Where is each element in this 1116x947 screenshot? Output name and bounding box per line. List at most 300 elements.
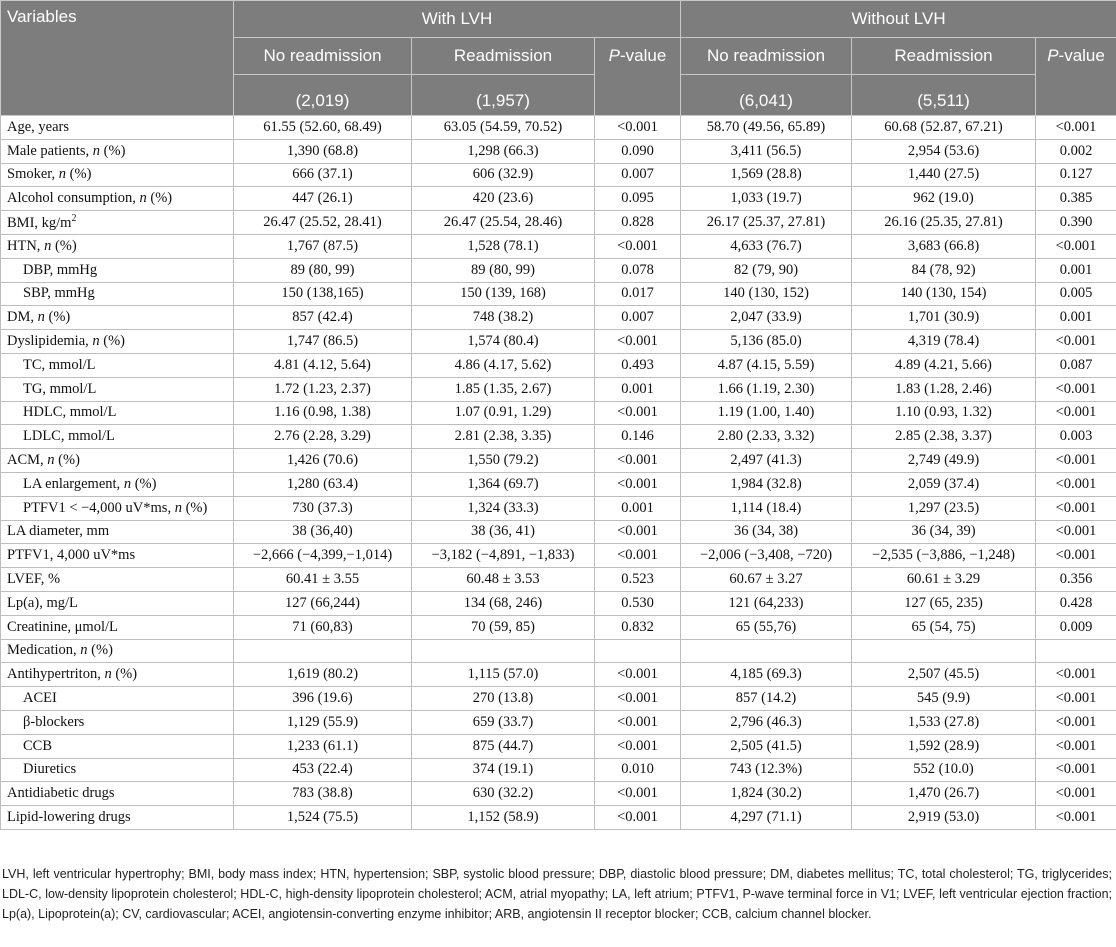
- table-row: [1, 782, 1116, 806]
- row-label: [1, 520, 234, 544]
- header-group-without-lvh: Without LVH: [681, 1, 1116, 38]
- row-label-text: Creatinine, μmol/L: [7, 618, 118, 635]
- row-label-suffix: (%): [131, 475, 157, 492]
- p-value-cell: <0.001: [1036, 234, 1116, 258]
- p-value-cell: <0.001: [595, 782, 681, 806]
- value-cell: [412, 639, 595, 663]
- value-cell: 26.47 (25.52, 28.41): [234, 211, 412, 235]
- value-cell: 1,129 (55.9): [234, 710, 412, 734]
- header-group-with-lvh: With LVH: [234, 1, 681, 38]
- p-value-cell: <0.001: [1036, 663, 1116, 687]
- value-cell: 26.16 (25.35, 27.81): [852, 211, 1036, 235]
- value-cell: 1,114 (18.4): [681, 496, 852, 520]
- value-cell: 4,297 (71.1): [681, 806, 852, 830]
- value-cell: 150 (139, 168): [412, 282, 595, 306]
- row-label-text: DBP, mmHg: [23, 261, 98, 278]
- value-cell: 2,497 (41.3): [681, 449, 852, 473]
- value-cell: 420 (23.6): [412, 187, 595, 211]
- value-cell: 783 (38.8): [234, 782, 412, 806]
- p-value-cell: 0.007: [595, 163, 681, 187]
- row-label-text: ACM,: [7, 452, 48, 469]
- table-row: [1, 520, 1116, 544]
- value-cell: 89 (80, 99): [234, 258, 412, 282]
- row-label-suffix: (%): [111, 666, 138, 683]
- row-label-n: n: [58, 166, 67, 183]
- row-label: [1, 496, 234, 520]
- p-value-cell: <0.001: [595, 234, 681, 258]
- table-header: [1, 1, 1116, 116]
- value-cell: 60.68 (52.87, 67.21): [852, 116, 1036, 140]
- row-label-text: LVEF, %: [7, 571, 61, 588]
- header-without-readmission-n: (5,511): [852, 75, 1036, 116]
- table-row: [1, 306, 1116, 330]
- p-value-cell: <0.001: [595, 687, 681, 711]
- row-label-n: n: [104, 666, 112, 683]
- value-cell: 2,507 (45.5): [852, 663, 1036, 687]
- value-cell: 71 (60,83): [234, 615, 412, 639]
- value-cell: 1,152 (58.9): [412, 806, 595, 830]
- value-cell: 4,633 (76.7): [681, 234, 852, 258]
- value-cell: 63.05 (54.59, 70.52): [412, 116, 595, 140]
- value-cell: 1,550 (79.2): [412, 449, 595, 473]
- row-label-text: ACEI: [23, 690, 57, 707]
- value-cell: 26.47 (25.54, 28.46): [412, 211, 595, 235]
- row-label-text: Lp(a), mg/L: [7, 594, 78, 611]
- value-cell: 396 (19.6): [234, 687, 412, 711]
- value-cell: −3,182 (−4,891, −1,833): [412, 544, 595, 568]
- table-row: [1, 282, 1116, 306]
- table-row: [1, 734, 1116, 758]
- p-value-cell: 0.001: [1036, 258, 1116, 282]
- value-cell: 2,954 (53.6): [852, 139, 1036, 163]
- row-label-text: TG, mmol/L: [23, 380, 97, 397]
- row-label-text: SBP, mmHg: [23, 285, 95, 302]
- table-row: [1, 687, 1116, 711]
- row-label: [1, 687, 234, 711]
- row-label: [1, 425, 234, 449]
- value-cell: 60.48 ± 3.53: [412, 568, 595, 592]
- p-value-cell: 0.493: [595, 353, 681, 377]
- p-value-cell: <0.001: [595, 663, 681, 687]
- p-value-cell: 0.009: [1036, 615, 1116, 639]
- header-with-no-readmission: No readmission: [234, 38, 412, 75]
- row-label: [1, 782, 234, 806]
- value-cell: [681, 639, 852, 663]
- value-cell: 60.67 ± 3.27: [681, 568, 852, 592]
- table-footnote: LVH, left ventricular hypertrophy; BMI, body mass index; HTN, hypertension; SBP, systolic blood pressure; DBP, diastolic blood pressure; DM, diabetes mellitus; TC, total cholesterol; TG, triglycerides; LDL-C, low-density lipoprotein cholesterol; HDL-C, high-density lipoprotein cholesterol; ACM, atrial myopathy; LA, left atrium; PTFV1, P-wave terminal force in V1; LVEF, left ventricular ejection fraction; Lp(a), Lipoprotein(a); CV, cardiovascular; ACEI, angiotensin-converting enzyme inhibitor; ARB, angiotensin II receptor blocker; CCB, calcium channel blocker.: [2, 867, 1112, 921]
- p-value-cell: 0.095: [595, 187, 681, 211]
- value-cell: 4,185 (69.3): [681, 663, 852, 687]
- value-cell: 38 (36, 41): [412, 520, 595, 544]
- value-cell: 1,298 (66.3): [412, 139, 595, 163]
- p-value-cell: <0.001: [1036, 544, 1116, 568]
- row-label-text: Dyslipidemia,: [7, 333, 93, 350]
- header-without-p-value: [1036, 38, 1116, 116]
- value-cell: 2.80 (2.33, 3.32): [681, 425, 852, 449]
- table-row: [1, 568, 1116, 592]
- value-cell: 545 (9.9): [852, 687, 1036, 711]
- p-value-cell: 0.127: [1036, 163, 1116, 187]
- p-value-cell: <0.001: [1036, 496, 1116, 520]
- table-row: [1, 401, 1116, 425]
- value-cell: 1,440 (27.5): [852, 163, 1036, 187]
- value-cell: 1,524 (75.5): [234, 806, 412, 830]
- p-value-cell: <0.001: [1036, 116, 1116, 140]
- value-cell: [234, 639, 412, 663]
- table-row: [1, 163, 1116, 187]
- table-row: [1, 139, 1116, 163]
- row-label: [1, 258, 234, 282]
- row-label-n: n: [80, 642, 88, 659]
- row-label-text: PTFV1, 4,000 uV*ms: [7, 547, 136, 564]
- row-label-n: n: [174, 499, 182, 516]
- p-value-cell: 0.428: [1036, 591, 1116, 615]
- value-cell: −2,666 (−4,399,−1,014): [234, 544, 412, 568]
- header-without-no-readmission: No readmission: [681, 38, 852, 75]
- row-label-text: CCB: [23, 737, 53, 754]
- p-italic: P: [1047, 46, 1059, 65]
- value-cell: 1,619 (80.2): [234, 663, 412, 687]
- value-cell: 89 (80, 99): [412, 258, 595, 282]
- p-value-cell: 0.390: [1036, 211, 1116, 235]
- p-value-cell: <0.001: [1036, 449, 1116, 473]
- p-value-cell: 0.007: [595, 306, 681, 330]
- value-cell: 1,280 (63.4): [234, 472, 412, 496]
- value-cell: 962 (19.0): [852, 187, 1036, 211]
- p-value-cell: <0.001: [1036, 687, 1116, 711]
- value-cell: 1.66 (1.19, 2.30): [681, 377, 852, 401]
- p-value-cell: 0.001: [595, 377, 681, 401]
- row-label: [1, 639, 234, 663]
- row-label: [1, 306, 234, 330]
- table-row: [1, 710, 1116, 734]
- row-label-text: Medication,: [7, 642, 81, 659]
- row-label-n: n: [123, 475, 132, 492]
- value-cell: 1,364 (69.7): [412, 472, 595, 496]
- value-cell: 1,233 (61.1): [234, 734, 412, 758]
- p-value-cell: <0.001: [1036, 520, 1116, 544]
- value-cell: 1,033 (19.7): [681, 187, 852, 211]
- row-label-suffix: (%): [181, 499, 208, 516]
- table-row: [1, 615, 1116, 639]
- value-cell: 1,569 (28.8): [681, 163, 852, 187]
- row-label-text: Diuretics: [23, 761, 77, 778]
- table-row: [1, 187, 1116, 211]
- table-row: [1, 353, 1116, 377]
- value-cell: 2,749 (49.9): [852, 449, 1036, 473]
- row-label-text: β-blockers: [23, 713, 85, 730]
- value-cell: 82 (79, 90): [681, 258, 852, 282]
- row-label: [1, 282, 234, 306]
- row-label-text: DM,: [7, 309, 38, 326]
- value-cell: 121 (64,233): [681, 591, 852, 615]
- value-cell: 1.16 (0.98, 1.38): [234, 401, 412, 425]
- p-value-cell: <0.001: [1036, 710, 1116, 734]
- value-cell: 374 (19.1): [412, 758, 595, 782]
- value-cell: 2,796 (46.3): [681, 710, 852, 734]
- row-label-n: n: [139, 190, 147, 207]
- table-row: [1, 663, 1116, 687]
- table-row: [1, 449, 1116, 473]
- value-cell: 2.76 (2.28, 3.29): [234, 425, 412, 449]
- p-value-cell: 0.001: [595, 496, 681, 520]
- p-value-cell: <0.001: [1036, 401, 1116, 425]
- value-cell: 1,115 (57.0): [412, 663, 595, 687]
- value-cell: 1,592 (28.9): [852, 734, 1036, 758]
- row-label: [1, 734, 234, 758]
- value-cell: 4,319 (78.4): [852, 330, 1036, 354]
- table-row: [1, 758, 1116, 782]
- value-cell: 1,390 (68.8): [234, 139, 412, 163]
- value-cell: 857 (14.2): [681, 687, 852, 711]
- row-label-superscript: 2: [71, 213, 77, 225]
- value-cell: 1,324 (33.3): [412, 496, 595, 520]
- p-value-cell: 0.001: [1036, 306, 1116, 330]
- p-italic: P: [608, 46, 621, 65]
- p-value-cell: <0.001: [1036, 806, 1116, 830]
- table-row: [1, 258, 1116, 282]
- p-value-cell: 0.003: [1036, 425, 1116, 449]
- value-cell: 65 (54, 75): [852, 615, 1036, 639]
- p-value-cell: 0.002: [1036, 139, 1116, 163]
- p-value-cell: 0.078: [595, 258, 681, 282]
- p-value-cell: 0.832: [595, 615, 681, 639]
- value-cell: 1,470 (26.7): [852, 782, 1036, 806]
- value-cell: 270 (13.8): [412, 687, 595, 711]
- row-label-n: n: [37, 309, 45, 326]
- header-with-no-readmission-n: (2,019): [234, 75, 412, 116]
- value-cell: −2,535 (−3,886, −1,248): [852, 544, 1036, 568]
- row-label-suffix: (%): [66, 166, 92, 183]
- value-cell: 1,747 (86.5): [234, 330, 412, 354]
- value-cell: 26.17 (25.37, 27.81): [681, 211, 852, 235]
- value-cell: 743 (12.3%): [681, 758, 852, 782]
- row-label: [1, 615, 234, 639]
- p-value-cell: <0.001: [595, 401, 681, 425]
- row-label-suffix: (%): [99, 333, 126, 350]
- row-label: [1, 758, 234, 782]
- row-label: [1, 710, 234, 734]
- p-value-cell: <0.001: [1036, 734, 1116, 758]
- table-row: [1, 806, 1116, 830]
- row-label: [1, 353, 234, 377]
- row-label-text: Antihypertriton,: [7, 666, 105, 683]
- p-value-cell: <0.001: [1036, 758, 1116, 782]
- row-label-text: TC, mmol/L: [23, 356, 96, 373]
- row-label-text: Antidiabetic drugs: [7, 785, 115, 802]
- value-cell: 666 (37.1): [234, 163, 412, 187]
- value-cell: 140 (130, 154): [852, 282, 1036, 306]
- value-cell: 1.85 (1.35, 2.67): [412, 377, 595, 401]
- value-cell: 1,426 (70.6): [234, 449, 412, 473]
- p-rest: -value: [1058, 46, 1105, 65]
- p-value-cell: 0.017: [595, 282, 681, 306]
- header-without-no-readmission-n: (6,041): [681, 75, 852, 116]
- value-cell: 134 (68, 246): [412, 591, 595, 615]
- row-label-suffix: (%): [51, 237, 77, 254]
- p-value-cell: <0.001: [595, 449, 681, 473]
- table-row: [1, 425, 1116, 449]
- value-cell: 2,059 (37.4): [852, 472, 1036, 496]
- value-cell: 857 (42.4): [234, 306, 412, 330]
- p-value-cell: 0.530: [595, 591, 681, 615]
- value-cell: 552 (10.0): [852, 758, 1036, 782]
- table-row: [1, 211, 1116, 235]
- value-cell: 36 (34, 38): [681, 520, 852, 544]
- value-cell: 1.19 (1.00, 1.40): [681, 401, 852, 425]
- row-label-n: n: [44, 237, 52, 254]
- table-row: [1, 377, 1116, 401]
- value-cell: 606 (32.9): [412, 163, 595, 187]
- p-value-cell: <0.001: [1036, 330, 1116, 354]
- value-cell: 1.07 (0.91, 1.29): [412, 401, 595, 425]
- value-cell: 1,824 (30.2): [681, 782, 852, 806]
- value-cell: 453 (22.4): [234, 758, 412, 782]
- value-cell: 127 (65, 235): [852, 591, 1036, 615]
- row-label: [1, 806, 234, 830]
- row-label-text: Male patients,: [7, 142, 93, 159]
- header-without-readmission: Readmission: [852, 38, 1036, 75]
- value-cell: 3,683 (66.8): [852, 234, 1036, 258]
- value-cell: 5,136 (85.0): [681, 330, 852, 354]
- value-cell: 60.61 ± 3.29: [852, 568, 1036, 592]
- row-label: [1, 116, 234, 140]
- row-label-text: LA enlargement,: [23, 475, 124, 492]
- value-cell: 2,047 (33.9): [681, 306, 852, 330]
- p-value-cell: 0.828: [595, 211, 681, 235]
- p-value-cell: <0.001: [1036, 472, 1116, 496]
- value-cell: 38 (36,40): [234, 520, 412, 544]
- value-cell: [852, 639, 1036, 663]
- value-cell: 447 (26.1): [234, 187, 412, 211]
- value-cell: 659 (33.7): [412, 710, 595, 734]
- p-value-cell: <0.001: [595, 544, 681, 568]
- row-label-suffix: (%): [100, 142, 126, 159]
- value-cell: 875 (44.7): [412, 734, 595, 758]
- value-cell: 4.81 (4.12, 5.64): [234, 353, 412, 377]
- value-cell: 4.87 (4.15, 5.59): [681, 353, 852, 377]
- value-cell: 140 (130, 152): [681, 282, 852, 306]
- row-label-text: Smoker,: [7, 166, 59, 183]
- value-cell: 730 (37.3): [234, 496, 412, 520]
- p-value-cell: [595, 639, 681, 663]
- value-cell: 1,984 (32.8): [681, 472, 852, 496]
- table-row: [1, 639, 1116, 663]
- value-cell: 84 (78, 92): [852, 258, 1036, 282]
- value-cell: 1,701 (30.9): [852, 306, 1036, 330]
- row-label: [1, 591, 234, 615]
- table-body: [1, 116, 1116, 830]
- row-label-n: n: [92, 142, 101, 159]
- row-label: [1, 187, 234, 211]
- p-value-cell: <0.001: [1036, 377, 1116, 401]
- value-cell: 61.55 (52.60, 68.49): [234, 116, 412, 140]
- row-label: [1, 449, 234, 473]
- value-cell: 1.72 (1.23, 2.37): [234, 377, 412, 401]
- table-row: [1, 234, 1116, 258]
- value-cell: 1.83 (1.28, 2.46): [852, 377, 1036, 401]
- header-with-readmission-n: (1,957): [412, 75, 595, 116]
- p-value-cell: <0.001: [595, 520, 681, 544]
- row-label-n: n: [92, 333, 100, 350]
- p-value-cell: 0.090: [595, 139, 681, 163]
- row-label-text: PTFV1 < −4,000 uV*ms,: [23, 499, 175, 516]
- row-label: [1, 568, 234, 592]
- value-cell: 748 (38.2): [412, 306, 595, 330]
- row-label-text: Age, years: [7, 118, 70, 135]
- p-rest: -value: [620, 46, 667, 65]
- row-label-text: HTN,: [7, 237, 45, 254]
- value-cell: 2,919 (53.0): [852, 806, 1036, 830]
- value-cell: 4.89 (4.21, 5.66): [852, 353, 1036, 377]
- value-cell: 1.10 (0.93, 1.32): [852, 401, 1036, 425]
- row-label: [1, 163, 234, 187]
- p-value-cell: 0.385: [1036, 187, 1116, 211]
- row-label: [1, 401, 234, 425]
- p-value-cell: <0.001: [595, 472, 681, 496]
- p-value-cell: [1036, 639, 1116, 663]
- table-row: [1, 472, 1116, 496]
- value-cell: 127 (66,244): [234, 591, 412, 615]
- value-cell: 65 (55,76): [681, 615, 852, 639]
- row-label-text: Lipid-lowering drugs: [7, 809, 131, 825]
- row-label-suffix: (%): [54, 452, 80, 469]
- row-label-text: LA diameter, mm: [7, 523, 110, 540]
- header-variables: Variables: [1, 1, 234, 116]
- value-cell: 2.85 (2.38, 3.37): [852, 425, 1036, 449]
- p-value-cell: <0.001: [595, 330, 681, 354]
- value-cell: 2,505 (41.5): [681, 734, 852, 758]
- row-label-text: HDLC, mmol/L: [23, 404, 117, 421]
- value-cell: −2,006 (−3,408, −720): [681, 544, 852, 568]
- value-cell: 3,411 (56.5): [681, 139, 852, 163]
- row-label: [1, 211, 234, 235]
- p-value-cell: 0.356: [1036, 568, 1116, 592]
- value-cell: 1,767 (87.5): [234, 234, 412, 258]
- p-value-cell: 0.523: [595, 568, 681, 592]
- row-label-suffix: (%): [87, 642, 113, 659]
- p-value-cell: <0.001: [595, 710, 681, 734]
- value-cell: 2.81 (2.38, 3.35): [412, 425, 595, 449]
- p-value-cell: <0.001: [595, 116, 681, 140]
- row-label-text: LDLC, mmol/L: [23, 428, 115, 445]
- row-label: [1, 663, 234, 687]
- row-label: [1, 234, 234, 258]
- row-label: [1, 472, 234, 496]
- p-value-cell: 0.005: [1036, 282, 1116, 306]
- row-label-n: n: [47, 452, 55, 469]
- p-value-cell: <0.001: [1036, 782, 1116, 806]
- row-label: [1, 139, 234, 163]
- row-label-text: BMI, kg/m: [7, 215, 72, 231]
- p-value-cell: 0.010: [595, 758, 681, 782]
- row-label-text: Alcohol consumption,: [7, 190, 140, 207]
- value-cell: 150 (138,165): [234, 282, 412, 306]
- value-cell: 630 (32.2): [412, 782, 595, 806]
- table-row: [1, 330, 1116, 354]
- p-value-cell: 0.146: [595, 425, 681, 449]
- value-cell: 70 (59, 85): [412, 615, 595, 639]
- row-label-suffix: (%): [44, 309, 71, 326]
- table-row: [1, 591, 1116, 615]
- table-row: [1, 496, 1116, 520]
- row-label: [1, 330, 234, 354]
- p-value-cell: <0.001: [595, 734, 681, 758]
- header-with-readmission: Readmission: [412, 38, 595, 75]
- value-cell: 60.41 ± 3.55: [234, 568, 412, 592]
- header-with-p-value: [595, 38, 681, 116]
- p-value-cell: <0.001: [595, 806, 681, 830]
